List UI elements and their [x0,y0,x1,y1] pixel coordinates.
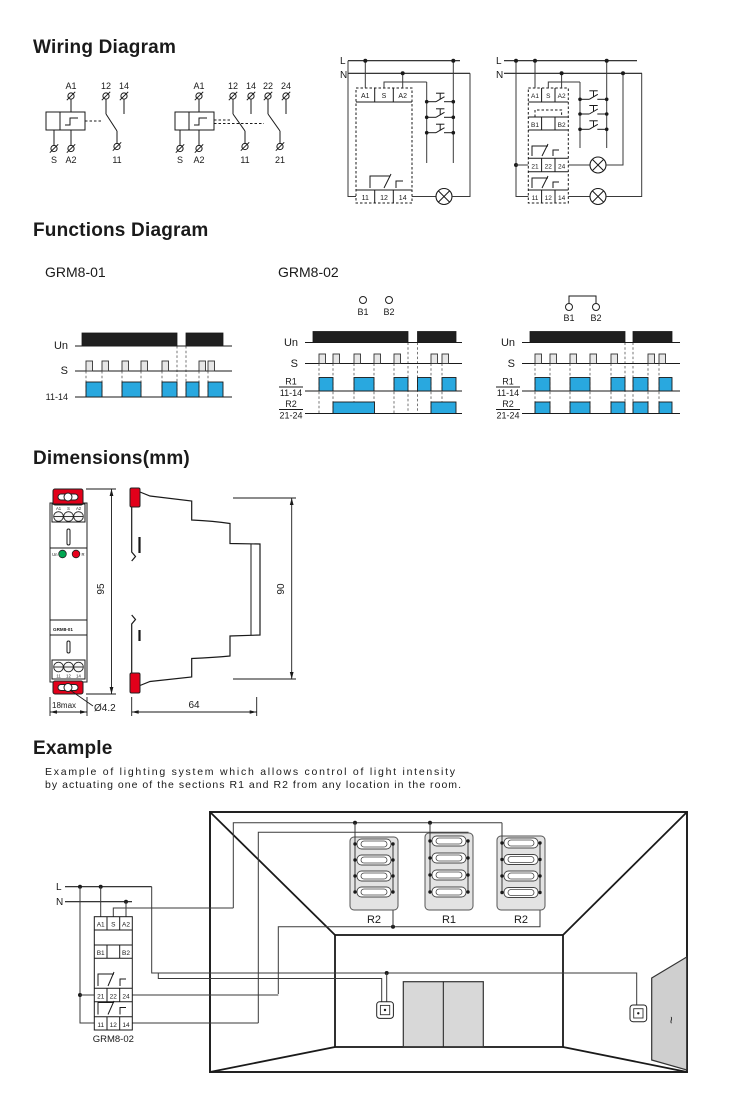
push-button-icon [580,121,607,130]
terminal-icon [176,144,184,152]
supply-on-bar [313,332,408,343]
terminal-label: 14 [122,1022,130,1029]
row-label-s: S [507,358,515,370]
relay1-on-bars [319,378,456,392]
front-terminal-label: 14 [76,673,81,679]
push-button-icon [427,93,454,102]
terminal-label: 14 [118,81,130,91]
model-label-grm8-02: GRM8-02 [278,264,339,280]
b1-b2-link [569,296,596,304]
fluorescent-tube-icon [353,871,394,881]
terminal-icon [241,142,249,150]
panel-label: R1 [441,914,457,926]
fluorescent-tube-icon [428,870,469,880]
wall-switch-right [630,1005,647,1022]
fluorescent-tube-icon [500,871,541,881]
terminal-icon [282,92,290,100]
terminal-label: 14 [557,195,566,202]
terminal-label: A2 [557,93,566,100]
relay-on-bars [86,382,223,397]
row-label-r2: R2 [502,399,514,409]
terminal-label: S [111,921,116,929]
b2-terminal-icon [386,297,393,304]
fluorescent-tube-icon [500,838,541,848]
device-side-view [130,488,296,716]
b2-label: B2 [590,313,602,323]
terminal-label: 12 [109,1022,117,1029]
wall-switch-left [377,1002,394,1019]
terminal-label: 24 [122,993,130,1001]
terminal-icon [120,92,128,100]
terminal-label: 12 [100,81,112,91]
terminal-label: 12 [380,195,388,202]
supply-on-bar [530,332,625,343]
terminal-label: 11 [361,195,369,202]
timing-diagram-grm8-02-linked [496,296,680,421]
terminal-label: 12 [227,81,239,91]
fluorescent-tube-icon [500,888,541,898]
front-model-label: GRM8-01 [53,627,73,632]
application-circuit-grm8-02 [496,56,642,205]
dimensions-section [33,448,296,716]
timing-diagram-grm8-01 [46,333,232,402]
supply-on-bar [633,332,672,343]
fluorescent-tube-icon [428,836,469,846]
din-clip-bottom-side [130,673,140,693]
hole-diameter-label: Ø4.2 [94,703,116,714]
terminal-label: A1 [361,93,370,100]
relay1-on-bars [535,378,672,392]
row-label-21-24: 21-24 [279,410,303,421]
terminal-icon [276,142,284,150]
terminal-label: B1 [531,122,539,129]
terminal-label: 22 [262,81,274,91]
terminal-label: 22 [544,163,552,171]
led-un [59,550,67,558]
model-label-grm8-01: GRM8-01 [45,264,106,280]
fluorescent-tube-icon [428,887,469,897]
screw-icon [64,512,74,522]
terminal-label: A2 [193,155,205,165]
push-button-icon [580,106,607,115]
s-pulses [535,354,666,364]
front-terminal-label: 12 [66,673,71,679]
push-button-icon [580,91,607,100]
relay-schematic-grm8-01 [46,81,129,165]
fluorescent-tube-icon [353,855,394,865]
dimension-90 [233,498,296,679]
panel-label: R2 [513,914,529,926]
terminal-label: B2 [122,950,130,957]
b1-label: B1 [357,307,369,317]
row-label-21-24: 21-24 [496,410,520,421]
fluorescent-tube-icon [353,839,394,849]
dimension-64-label: 64 [188,700,200,711]
push-button-icon [427,124,454,133]
example-heading: Example [33,738,113,759]
b1-label: B1 [563,313,575,323]
supply-on-bar [186,333,223,346]
terminal-label: A2 [65,155,77,165]
screw-icon [64,662,74,672]
terminal-icon [50,144,58,152]
example-caption-line2: by actuating one of the sections R1 and R2 from any location in the room. [45,779,461,791]
timing-diagram-grm8-02-independent [279,297,462,421]
device-front-view [50,489,116,716]
terminal-label: 11 [112,155,122,165]
terminal-label: 24 [280,81,292,91]
screw-icon [54,512,64,522]
front-terminal-label: A1 [55,506,62,511]
row-label-s: S [290,358,298,370]
terminal-label: B1 [96,950,105,957]
terminal-icon [195,92,203,100]
dimension-64 [132,697,257,716]
line-label: L [340,56,346,67]
terminal-label: 21 [97,993,105,1001]
row-label-un: Un [283,337,298,349]
led-un-label: Un [52,552,58,557]
wiring-heading: Wiring Diagram [33,37,177,58]
front-terminal-label: 11 [56,673,61,679]
row-label-un: Un [500,337,515,349]
terminal-icon [247,92,255,100]
terminal-label: 11 [531,195,539,202]
terminal-label: A1 [193,81,205,91]
terminal-label: A1 [96,921,105,929]
b2-label: B2 [383,307,395,317]
row-label-11-14: 11-14 [496,388,520,398]
double-door [403,982,483,1047]
application-circuit-grm8-01 [340,56,470,205]
terminal-label: 21 [274,155,286,165]
led-r [72,550,80,558]
terminal-icon [102,92,110,100]
row-label-11-14: 11-14 [279,388,303,398]
terminal-label: 14 [398,195,407,202]
terminal-label: S [546,93,551,100]
lamp-icon [436,189,452,205]
push-button-icon [427,109,454,118]
line-label: N [340,70,348,81]
front-terminal-label: A2 [75,506,82,511]
terminal-icon [67,92,75,100]
dimensions-heading: Dimensions(mm) [33,448,190,469]
dimension-95-label: 95 [96,583,107,595]
terminal-label: S [176,155,184,165]
terminal-icon [113,142,121,150]
terminal-label: A1 [65,81,77,91]
terminal-label: S [50,155,58,165]
relay2-on-bars [535,402,672,414]
dimension-18max-label: 18max [52,701,77,710]
din-clip-top-side [130,488,140,507]
terminal-label: A2 [398,93,407,100]
front-terminal-label: S [67,506,70,511]
terminal-icon [67,144,75,152]
row-label-s: S [60,365,68,377]
terminal-icon [229,92,237,100]
dimension-95 [86,489,116,694]
terminal-icon [195,144,203,152]
b1-terminal-icon [566,304,573,311]
b2-terminal-icon [593,304,600,311]
relay-schematic-grm8-02 [175,81,291,165]
row-label-r1: R1 [285,376,297,387]
dimension-90-label: 90 [276,583,287,595]
example-model-label: GRM8-02 [92,1034,134,1045]
lamp-icon [590,189,606,205]
terminal-label: B2 [557,122,566,129]
terminal-label: 21 [531,163,539,171]
terminal-label: A2 [122,921,130,929]
fluorescent-tube-icon [428,853,469,863]
b1-terminal-icon [360,297,367,304]
fluorescent-tube-icon [353,887,394,897]
wiring-diagram-section [33,37,642,205]
terminal-label: A1 [531,93,539,100]
dimension-18max [50,697,87,716]
row-label-r2: R2 [285,399,297,409]
s-pulses [319,354,449,364]
terminal-label: 11 [97,1022,105,1029]
screw-icon [74,662,84,672]
line-label: N [56,897,64,908]
row-label-un: Un [53,340,68,352]
room-illustration [152,812,687,1072]
led-r-label: R [81,552,85,557]
supply-on-bar [418,332,457,343]
lamp-icon [590,157,606,173]
functions-diagram-section [33,220,680,421]
terminal-label: 14 [245,81,257,91]
example-caption-line1: Example of lighting system which allows control of light intensity [45,766,456,778]
relay2-on-bars [333,402,456,414]
row-label-r1: R1 [502,376,514,387]
screw-icon [74,512,84,522]
terminal-label: 12 [544,195,552,202]
screw-icon [54,662,64,672]
terminal-label: S [381,93,387,100]
functions-heading: Functions Diagram [33,220,209,241]
terminal-label: 24 [557,163,566,171]
terminal-label: 22 [109,993,117,1001]
fluorescent-tube-icon [500,855,541,865]
terminal-label: 11 [240,155,250,165]
example-section [33,738,687,1072]
supply-on-bar [82,333,177,346]
s-pulses [86,361,215,371]
line-label: L [56,882,62,893]
panel-label: R2 [366,914,382,926]
line-label: L [496,56,502,67]
line-label: N [496,70,504,81]
ac-symbol: ~ [664,1016,679,1024]
terminal-icon [264,92,272,100]
row-label-11-14: 11-14 [45,392,68,402]
